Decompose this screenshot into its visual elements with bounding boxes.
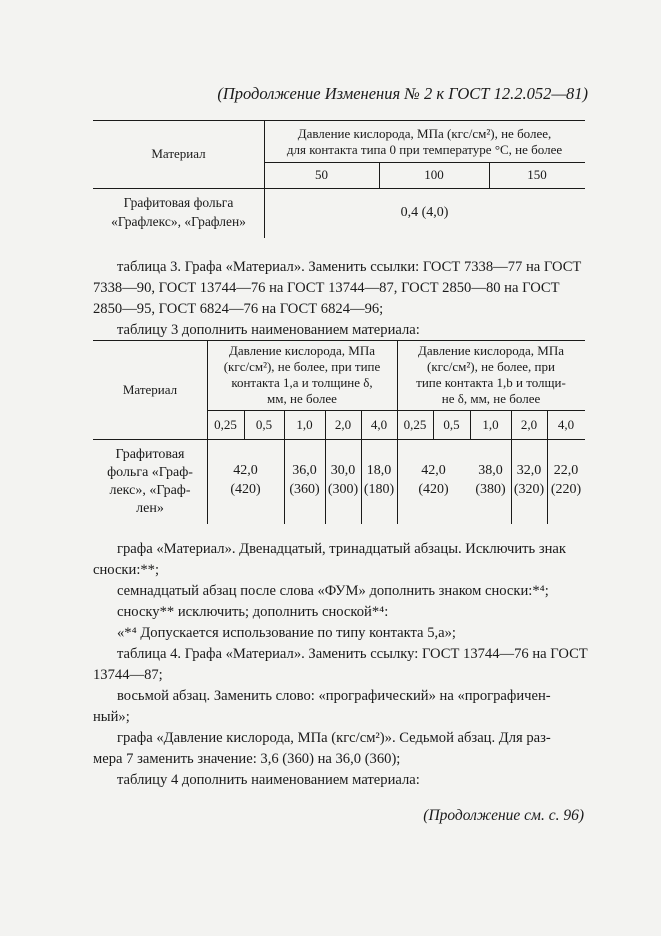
table-2-material-line: лен» [136,501,164,516]
table-1-material-line: Графитовая фольга [123,195,234,210]
table-2-value-top: 32,0 [516,463,542,478]
paragraph-line: таблицу 3 дополнить наименованием материала: [117,322,420,338]
table-2-value-bottom: (360) [289,482,320,497]
table-2-value-a [361,460,397,500]
table-2-value-a [284,460,325,500]
table-2-group-b-header-line: Давление кислорода, МПа [417,343,565,358]
table-2-value-top: 18,0 [366,463,392,478]
table-2-thickness-a: 0,25 [214,416,237,432]
table-2-value-bottom: (180) [363,482,395,497]
table-2-value-bottom: (380) [475,482,506,497]
paragraph-line: 7338—90, ГОСТ 13744—76 на ГОСТ 13744—87, ГОСТ 2850—80 на ГОСТ [93,280,560,296]
paragraph-line: сноску** исключить; дополнить сноской*⁴: [117,604,389,620]
paragraph-line: таблица 4. Графа «Материал». Заменить ссылку: ГОСТ 13744—76 на ГОСТ [117,646,588,662]
table-1-pressure-header-line: Давление кислорода, МПа (кгс/см²), не более, [297,126,552,141]
table-2-group-a-header [207,343,397,407]
paragraph-line: 13744—87; [93,667,163,683]
table-2-thickness-a: 4,0 [370,416,388,432]
table-2-group-a-header-line: (кгс/см²), не более, при типе [223,359,381,374]
table-2-group-a-header-line: мм, не более [267,391,337,406]
table-2-value-b [547,460,585,500]
page-header-note: (Продолжение Изменения № 2 к ГОСТ 12.2.052—81) [217,84,588,103]
text-block-1 [93,257,585,341]
paragraph-line: «*⁴ Допускается использование по типу контакта 5,а»; [117,625,456,641]
table-2-material-cell [93,444,207,520]
table-2-group-b-header [397,343,585,407]
table-1-temp-100: 100 [424,167,444,182]
table-2-material-line: фольга «Граф- [107,465,193,480]
table-2-thickness-b: 0,25 [403,416,427,432]
table-1-pressure-header [264,124,585,160]
table-2-thickness-b: 2,0 [520,416,538,432]
table-2-group-b-header-line: не δ, мм, не более [441,391,541,406]
table-1-temp-150: 150 [527,167,547,182]
paragraph-line: таблица 3. Графа «Материал». Заменить ссылки: ГОСТ 7338—77 на ГОСТ [117,259,582,275]
table-2-value-a [325,460,361,500]
page-footer-note: (Продолжение см. с. 96) [423,807,584,824]
table-2-value-b [470,460,511,500]
paragraph-line: таблицу 4 дополнить наименованием материала: [117,772,420,788]
paragraph-line: графа «Материал». Двенадцатый, тринадцатый абзацы. Исключить знак [117,541,566,557]
paragraph-line: 2850—95, ГОСТ 6824—76 на ГОСТ 6824—96; [93,301,384,317]
table-2-value-bottom: (220) [550,482,582,497]
paragraph-line: восьмой абзац. Заменить слово: «прографический» на «прографичен- [117,688,551,704]
table-2-value-b [511,460,547,500]
table-2-value-a [207,460,284,500]
table-1-pressure-header-line: для контакта типа 0 при температуре °С, не более [286,142,563,157]
table-2-thickness-a: 2,0 [334,416,352,432]
table-2-value-bottom: (300) [327,482,359,497]
table-2-value-top: 38,0 [478,463,503,478]
table-2-value-top: 30,0 [330,463,356,478]
table-2-material-header: Материал [122,381,178,397]
paragraph-line: семнадцатый абзац после слова «ФУМ» дополнить знаком сноски:*⁴; [117,583,549,599]
table-2-group-a-header-line: Давление кислорода, МПа [228,343,376,358]
table-2-thickness-b: 0,5 [443,416,460,432]
table-2-value-top: 42,0 [233,463,258,478]
table-1-temp-50: 50 [315,167,328,182]
table-2-thickness-a: 1,0 [296,416,313,432]
paragraph-line: ный»; [93,709,130,725]
table-2-group-b-header-line: типе контакта 1,b и толщи- [416,375,566,390]
table-2-value-b [397,460,470,500]
table-2-thickness-b: 1,0 [482,416,499,432]
table-2-material-line: лекс», «Граф- [109,483,191,498]
paragraph-line: графа «Давление кислорода, МПа (кгс/см²)». Седьмой абзац. Для раз- [117,730,551,746]
table-2-group-b-header-line: (кгс/см²), не более, при [427,359,555,374]
table-2-thickness-a: 0,5 [255,416,273,432]
table-2-value-bottom: (320) [513,482,545,497]
paragraph-line: сноски:**; [93,562,160,578]
table-2-value-bottom: (420) [418,482,449,497]
table-1-material-line: «Графлекс», «Графлен» [111,214,246,229]
table-2-thickness-b: 4,0 [557,416,575,432]
paragraph-line: мера 7 заменить значение: 3,6 (360) на 36,0 (360); [93,751,401,767]
table-2-value-top: 36,0 [292,463,317,478]
table-1-material-cell [93,192,264,232]
table-2-value-top: 42,0 [421,463,446,478]
table-2-group-a-header-line: контакта 1,а и толщине δ, [231,375,373,390]
table-2-material-line: Графитовая [115,447,185,462]
table-1-material-header: Материал [151,146,206,161]
table-2-value-top: 22,0 [553,463,579,478]
table-1-value: 0,4 (4,0) [400,205,449,220]
table-2-value-bottom: (420) [230,482,261,497]
text-block-2 [93,539,588,791]
